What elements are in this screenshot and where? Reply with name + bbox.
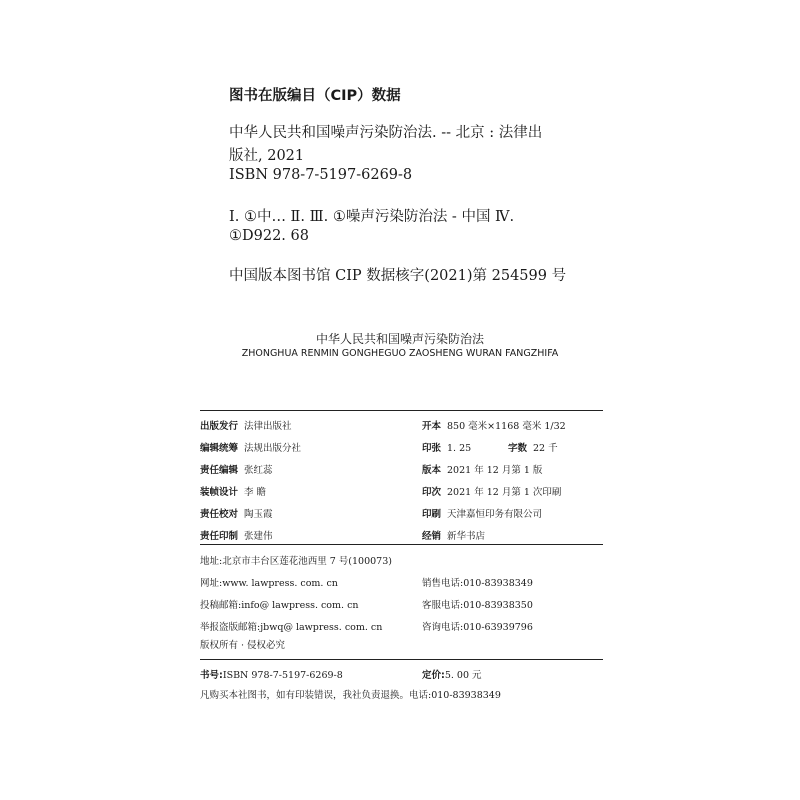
website-line: 网址:www. lawpress. com. cn [200,578,338,589]
editor-plan-row: 编辑统筹 法规出版分社 [200,443,302,454]
cip-isbn: ISBN 978-7-5197-6269-8 [229,167,413,183]
divider-middle [200,544,603,545]
cip-catalog-line-1: 中华人民共和国噪声污染防治法. -- 北京 : 法律出 [229,125,543,141]
copyright-notice: 版权所有 · 侵权必究 [200,640,286,651]
divider-bottom [200,659,603,660]
distributor-row: 经销 新华书店 [422,531,486,542]
print-responsible-row: 责任印制 张建伟 [200,531,273,542]
editor-row: 责任编辑 张红蕊 [200,465,273,476]
cip-catalog-line-2: 版社, 2021 [229,148,305,164]
cip-subject-line-2: ①D922. 68 [229,228,309,244]
divider-top [200,410,603,411]
address-line: 地址:北京市丰台区莲花池西里 7 号(100073) [200,556,392,567]
piracy-report-email-line: 举报盗版邮箱:jbwq@ lawpress. com. cn [200,622,383,633]
impression-row: 印次 2021 年 12 月第 1 次印刷 [422,487,562,498]
words-row: 字数 22 千 [508,443,558,454]
submission-email-line: 投稿邮箱:info@ lawpress. com. cn [200,600,359,611]
proof-row: 责任校对 陶玉霞 [200,509,273,520]
cip-subject-line-1: Ⅰ. ①中… Ⅱ. Ⅲ. ①噪声污染防治法 - 中国 Ⅳ. [229,209,515,225]
inquiry-phone-line: 咨询电话:010-63939796 [422,622,533,633]
edition-row: 版本 2021 年 12 月第 1 版 [422,465,543,476]
sales-phone-line: 销售电话:010-83938349 [422,578,533,589]
return-notice: 凡购买本社图书，如有印装错误，我社负责退换。电话:010-83938349 [200,690,501,701]
printer-row: 印刷 天津嘉恒印务有限公司 [422,509,543,520]
design-row: 装帧设计 李 瞻 [200,487,267,498]
book-title-pinyin: ZHONGHUA RENMIN GONGHEGUO ZAOSHENG WURAN FANGZHIFA [241,348,559,359]
book-title: 中华人民共和国噪声污染防治法 [315,332,484,346]
publisher-row: 出版发行 法律出版社 [200,421,292,432]
footer-price: 定价:5. 00 元 [422,670,482,681]
cip-verification: 中国版本图书馆 CIP 数据核字(2021)第 254599 号 [229,268,567,284]
footer-isbn: 书号:ISBN 978-7-5197-6269-8 [200,670,343,681]
cip-title: 图书在版编目（CIP）数据 [229,88,401,104]
sheets-row: 印张 1. 25 [422,443,472,454]
format-row: 开本 850 毫米×1168 毫米 1/32 [422,421,566,432]
service-phone-line: 客服电话:010-83938350 [422,600,533,611]
